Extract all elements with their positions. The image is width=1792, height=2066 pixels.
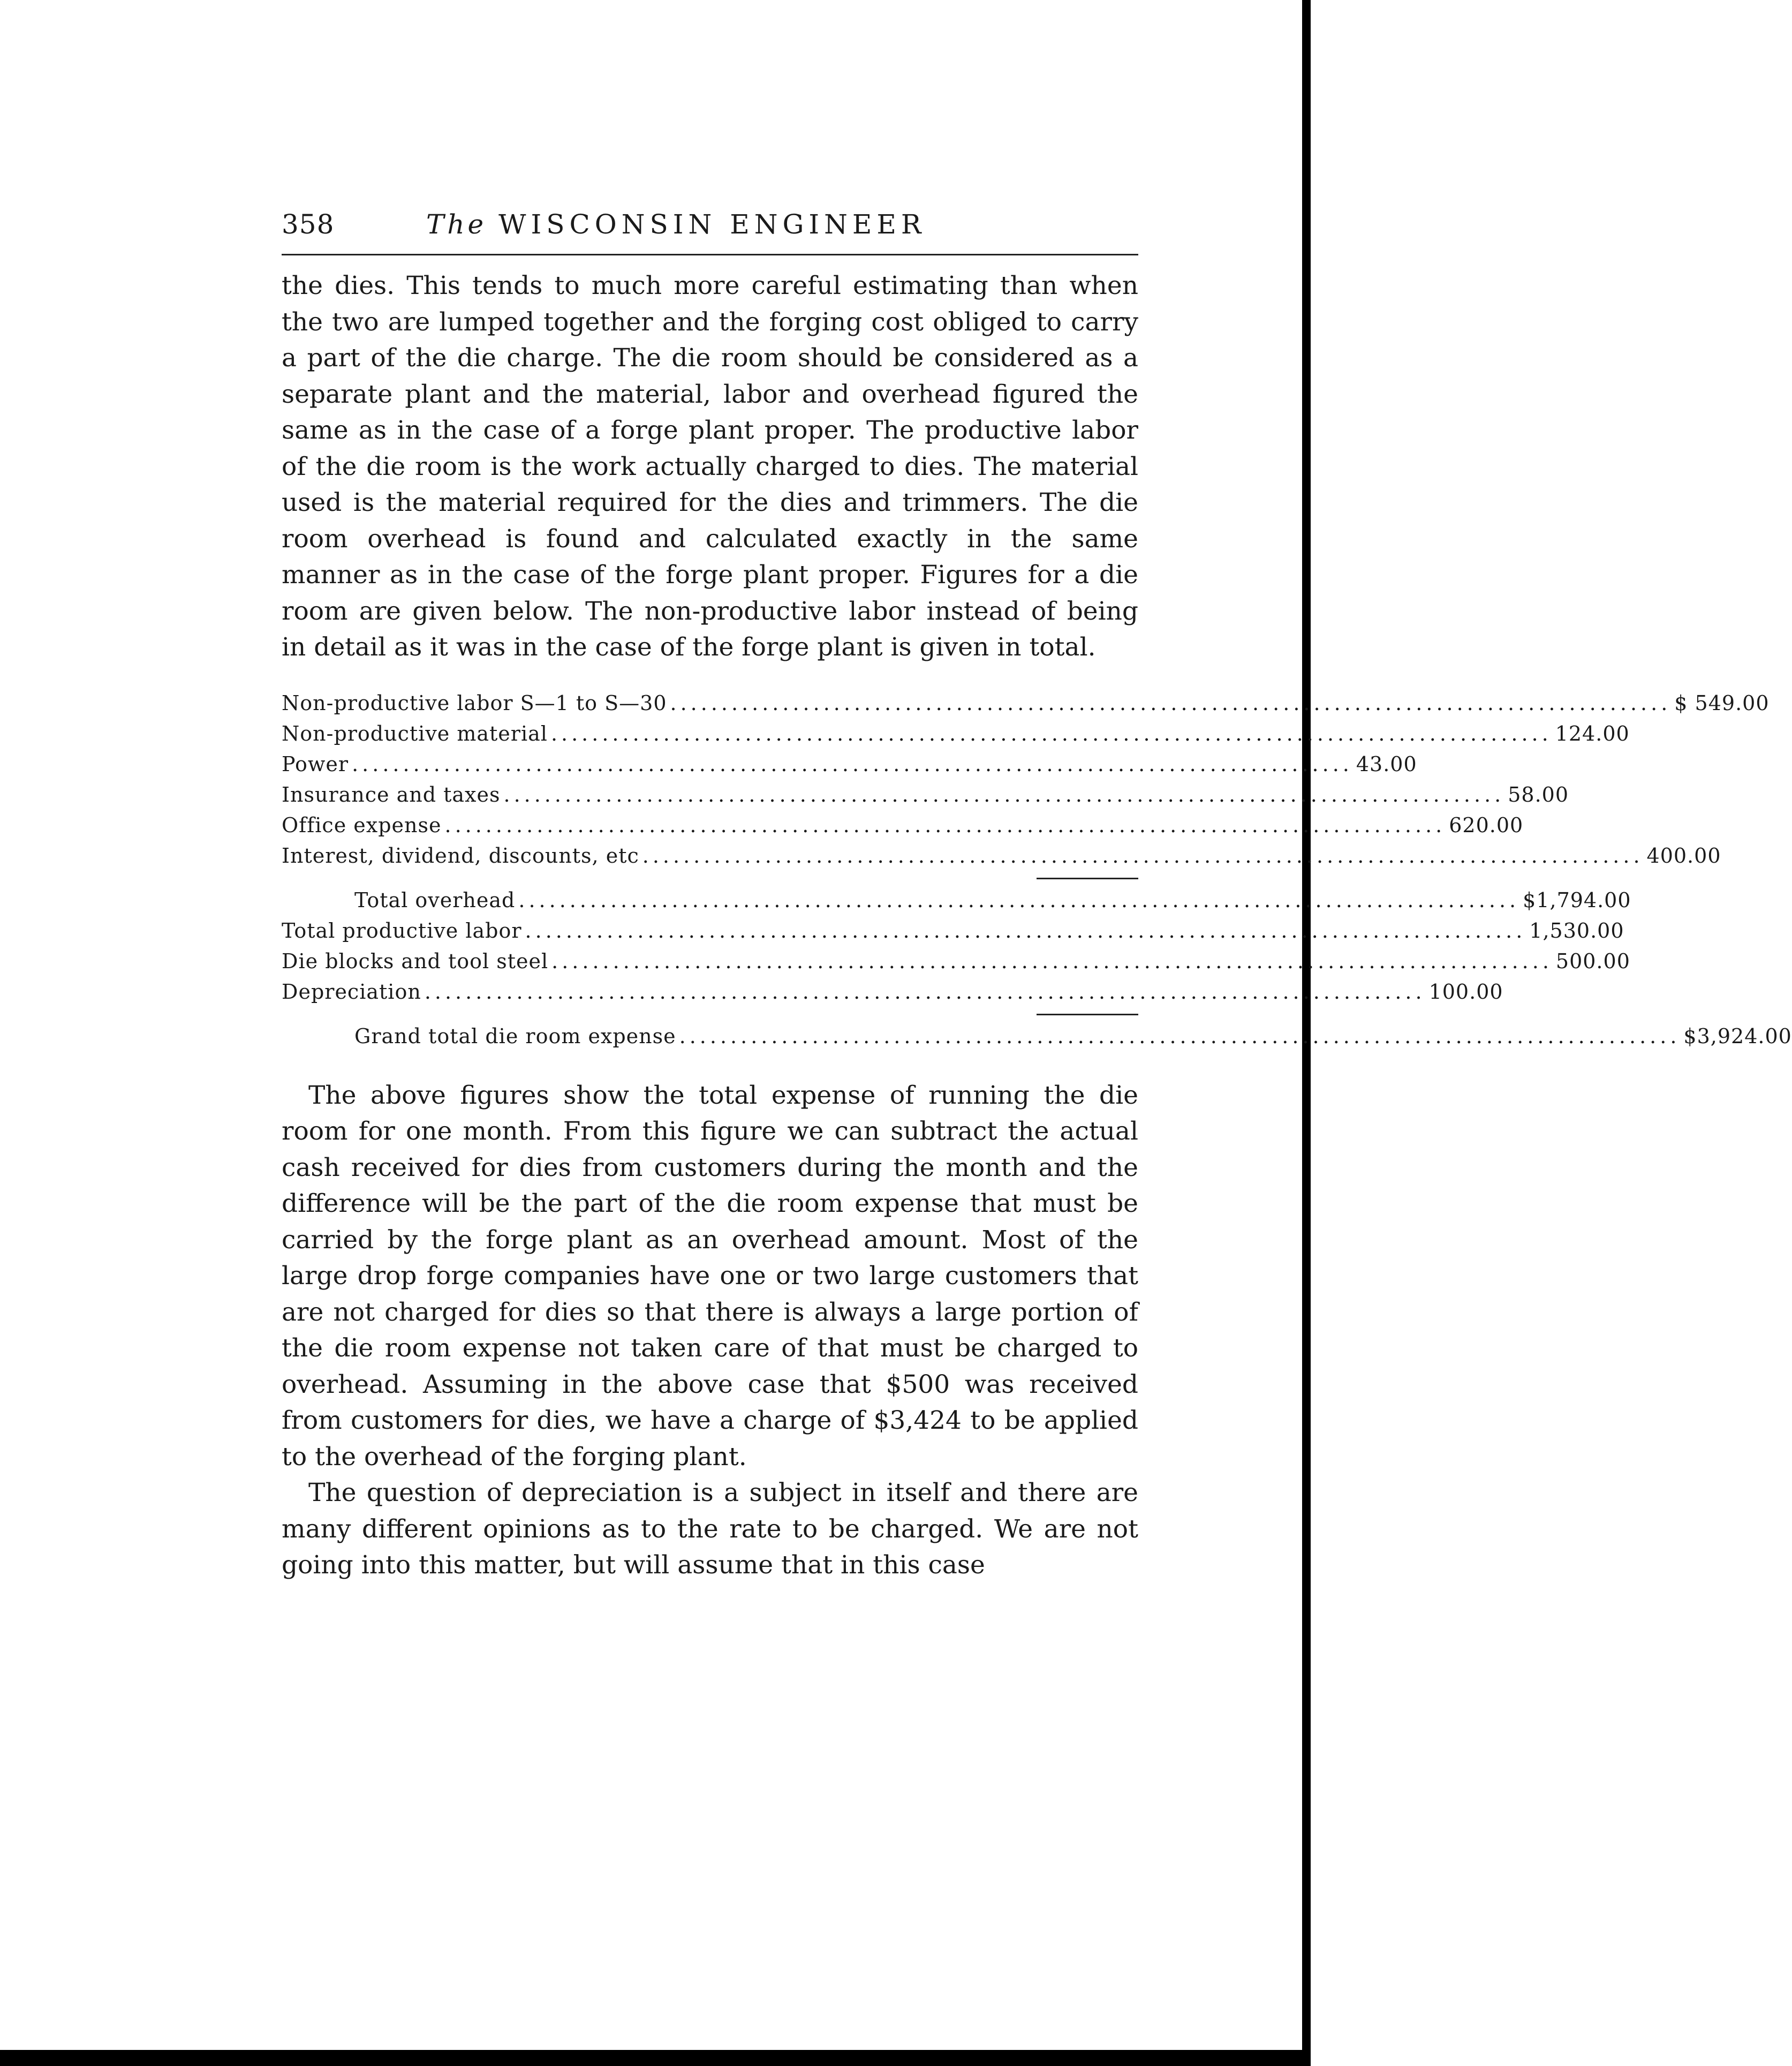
dot-leader: .................................................................................................. xyxy=(642,843,1644,868)
ledger-label: Total productive labor xyxy=(282,918,522,942)
ledger-amount: 43.00 xyxy=(1356,752,1417,776)
sum-rule xyxy=(282,871,1138,885)
sum-rule-line xyxy=(1037,878,1138,879)
dot-leader: .................................................................................................. xyxy=(424,979,1426,1004)
ledger-label: Interest, dividend, discounts, etc xyxy=(282,843,639,868)
dot-leader: .................................................................................................. xyxy=(679,1024,1681,1048)
header-rule xyxy=(282,254,1138,255)
sum-rule xyxy=(282,1007,1138,1021)
ledger-label: Grand total die room expense xyxy=(354,1024,676,1048)
ledger-amount: $3,924.00 xyxy=(1683,1024,1792,1048)
sum-rule-line xyxy=(1037,1014,1138,1015)
dot-leader: .................................................................................................. xyxy=(352,752,1353,776)
ledger-amount: 58.00 xyxy=(1508,782,1569,806)
dot-leader: .................................................................................................. xyxy=(670,691,1672,715)
paragraph-3: The question of depreciation is a subject in itself and there are many different opinions as to the rate to be charged. We are not going into this matter, but will assume that in this case xyxy=(282,1478,1138,1580)
page-number: 358 xyxy=(282,209,335,240)
ledger-row xyxy=(282,946,1630,977)
ledger-row xyxy=(282,719,1630,749)
ledger-row xyxy=(282,780,1569,810)
ledger-row xyxy=(282,841,1721,871)
dot-leader: .................................................................................................. xyxy=(503,782,1505,806)
journal-title-the: The xyxy=(426,209,487,240)
die-room-expense-table xyxy=(282,688,1792,1052)
page xyxy=(282,203,1792,1584)
ledger-amount: 1,530.00 xyxy=(1529,918,1624,942)
ledger-amount: 620.00 xyxy=(1449,813,1524,837)
ledger-label: Insurance and taxes xyxy=(282,782,501,806)
ledger-amount: 400.00 xyxy=(1646,843,1721,868)
ledger-label: Non-productive labor S—1 to S—30 xyxy=(282,691,667,715)
running-header xyxy=(282,203,1138,257)
total-overhead-row xyxy=(282,885,1631,916)
ledger-amount: $1,794.00 xyxy=(1523,888,1631,912)
ledger-row xyxy=(282,916,1624,946)
ledger-amount: $ 549.00 xyxy=(1674,691,1770,715)
dot-leader: .................................................................................................. xyxy=(550,721,1552,745)
dot-leader: .................................................................................................. xyxy=(525,918,1526,942)
ledger-amount: 500.00 xyxy=(1555,949,1630,973)
ledger-row xyxy=(282,810,1524,841)
dot-leader: .................................................................................................. xyxy=(444,813,1446,837)
ledger-label: Power xyxy=(282,752,349,776)
ledger-row xyxy=(282,977,1503,1007)
dot-leader: .................................................................................................. xyxy=(518,888,1520,912)
paragraph-1: the dies. This tends to much more careful estimating than when the two are lumped together and the forging cost obliged to carry a part of the die charge. The die room should be considered as a separate plant and the material, labor and overhead figured the same as in the case of a forge plant proper. The productive labor of the die room is the work actually charged to dies. The material used is the material required for the dies and trimmers. The die room overhead is found and calculated exactly in the same manner as in the case of the forge plant proper. Figures for a die room are given below. The non-productive labor instead of being in detail as it was in the case of the forge plant is given in total. xyxy=(282,271,1138,662)
dot-leader: .................................................................................................. xyxy=(551,949,1553,973)
ledger-row xyxy=(282,749,1417,780)
scan-edge-bottom xyxy=(0,2050,1311,2066)
ledger-label: Depreciation xyxy=(282,979,421,1004)
grand-total-row xyxy=(282,1021,1792,1052)
ledger-label: Total overhead xyxy=(354,888,516,912)
ledger-row xyxy=(282,688,1770,719)
journal-title-name: WISCONSIN ENGINEER xyxy=(498,209,926,240)
paragraph-2: The above figures show the total expense of running the die room for one month. From this figure we can subtract the actual cash received for dies from customers during the month and the difference will be the part of the die room expense that must be carried by the forge plant as an overhead amount. Most of the large drop forge companies have one or two large customers that are not charged for dies so that there is always a large portion of the die room expense not taken care of that must be charged to overhead. Assuming in the above case that $500 was received from customers for dies, we have a charge of $3,424 to be applied to the overhead of the forging plant. xyxy=(282,1080,1138,1472)
ledger-label: Office expense xyxy=(282,813,442,837)
journal-title xyxy=(426,209,926,240)
ledger-label: Die blocks and tool steel xyxy=(282,949,549,973)
ledger-label: Non-productive material xyxy=(282,721,548,745)
ledger-amount: 124.00 xyxy=(1555,721,1630,745)
ledger-amount: 100.00 xyxy=(1428,979,1503,1004)
